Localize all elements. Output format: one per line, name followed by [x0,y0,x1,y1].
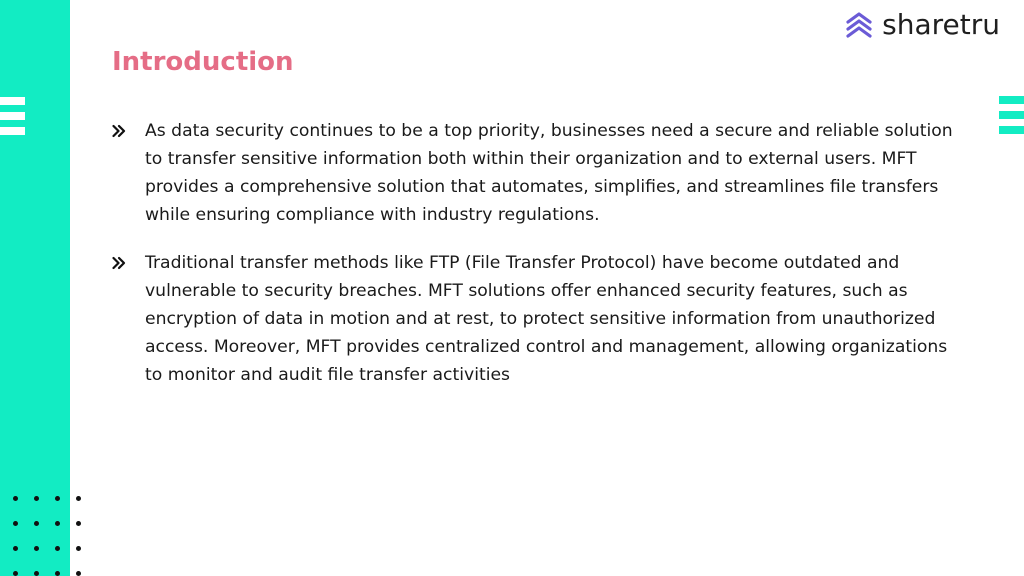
dot [55,571,60,576]
left-accent-band [0,0,70,576]
bullet-item [112,117,962,229]
dot [34,521,39,526]
dot [13,496,18,501]
dot [13,571,18,576]
dot [55,546,60,551]
double-chevron-right-icon [112,256,126,270]
stripe [999,96,1024,104]
stripe [0,112,25,120]
dot [76,521,81,526]
bullet-item [112,249,962,389]
stripe [0,127,25,135]
logo-wordmark: sharetru [882,8,1000,41]
slide-title: Introduction [112,47,294,77]
dot [76,546,81,551]
bullet-text: As data security continues to be a top priority, businesses need a secure and reliable solution to transfer sensitive information both within their organization and to external users. MFT provides a comprehensive solution that automates, simplifies, and streamlines file transfers while ensuring compliance with industry regulations. [145,121,953,225]
dot [76,571,81,576]
dot [13,521,18,526]
dot-grid-decoration [13,496,81,576]
dot [55,496,60,501]
dot [76,496,81,501]
left-stripe-decoration [0,97,25,135]
dot [34,546,39,551]
bullet-text: Traditional transfer methods like FTP (File Transfer Protocol) have become outdated and vulnerable to security breaches. MFT solutions offer enhanced security features, such as encryption of data in motion and at rest, to protect sensitive information from unauthorized access. Moreover, MFT provides centralized control and management, allowing organizations to monitor and audit file transfer activities [145,253,948,385]
dot [55,521,60,526]
double-chevron-right-icon [112,124,126,138]
company-logo [844,8,1000,41]
bullet-list [112,117,962,409]
dot [34,496,39,501]
stripe [0,97,25,105]
stripe [999,126,1024,134]
dot [13,546,18,551]
stripe [999,111,1024,119]
right-stripe-decoration [999,96,1024,134]
dot [34,571,39,576]
chevron-stack-logo-icon [844,10,874,40]
